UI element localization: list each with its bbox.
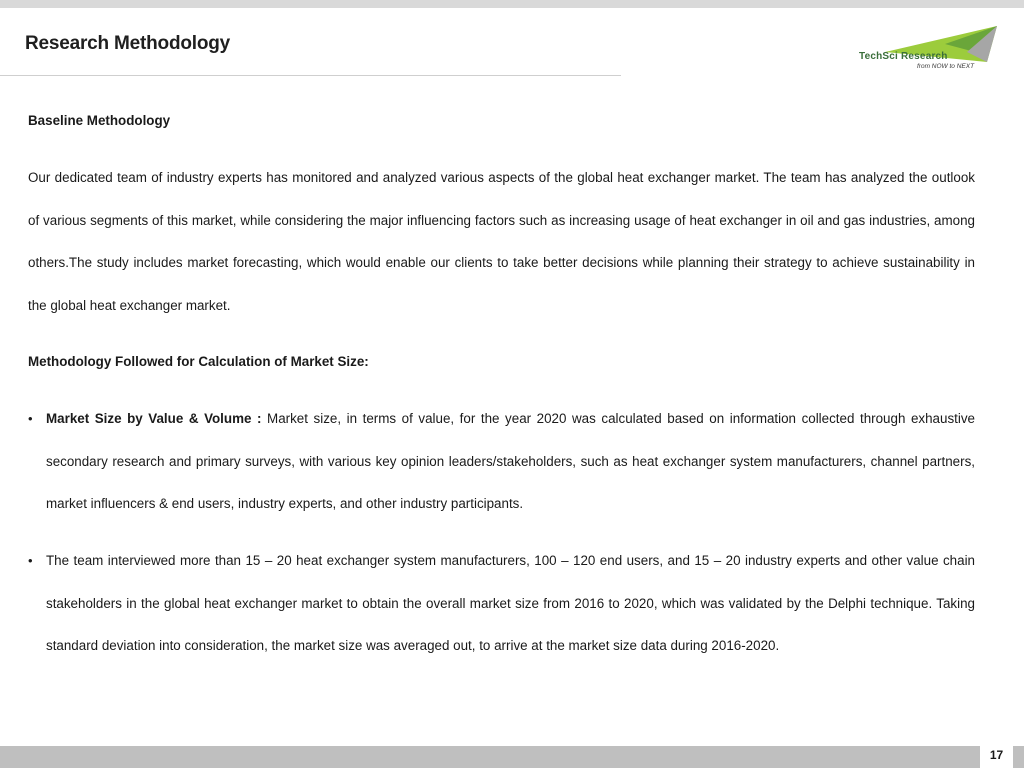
bullet-text-1 bbox=[46, 398, 975, 526]
page-number-box bbox=[980, 745, 1013, 768]
baseline-paragraph: Our dedicated team of industry experts has monitored and analyzed various aspects of the global heat exchanger market. The team has analyzed the outlook of various segments of this market, while considering the major influencing factors such as increasing usage of heat exchanger in oil and gas industries, among others.The study includes market forecasting, which would enable our clients to take better decisions while planning their strategy to achieve sustainability in the global heat exchanger market. bbox=[28, 170, 975, 313]
section-heading-market-size: Methodology Followed for Calculation of Market Size: bbox=[28, 354, 369, 369]
top-band bbox=[0, 0, 1024, 8]
logo-wordmark: TechSci Research bbox=[859, 51, 948, 62]
logo-tagline: from NOW to NEXT bbox=[917, 63, 975, 70]
bullet-text-2 bbox=[46, 540, 975, 668]
title-divider bbox=[0, 75, 621, 76]
footer-band bbox=[0, 746, 1024, 768]
bullet-body: The team interviewed more than 15 – 20 heat exchanger system manufacturers, 100 – 120 end users, and 15 – 20 industry experts and other value chain stakeholders in the global heat exchanger market to obtain the overall market size from 2016 to 2020, which was validated by the Delphi technique. Taking standard deviation into consideration, the market size was averaged out, to arrive at the market size data during 2016-2020. bbox=[46, 553, 975, 653]
page-number: 17 bbox=[989, 748, 1004, 762]
bullet-body: Market size, in terms of value, for the year 2020 was calculated based on information collected through exhaustive secondary research and primary surveys, with various key opinion leaders/stakeholders, such as heat exchanger system manufacturers, channel partners, market influencers & end users, industry experts, and other industry participants. bbox=[46, 411, 975, 511]
bullet-marker: • bbox=[28, 553, 33, 568]
section-heading-baseline: Baseline Methodology bbox=[28, 113, 171, 128]
company-logo bbox=[855, 22, 1000, 74]
bullet-marker: • bbox=[28, 411, 33, 426]
page-title: Research Methodology bbox=[25, 33, 231, 54]
bullet-bold-lead: Market Size by Value & Volume : bbox=[46, 411, 262, 426]
